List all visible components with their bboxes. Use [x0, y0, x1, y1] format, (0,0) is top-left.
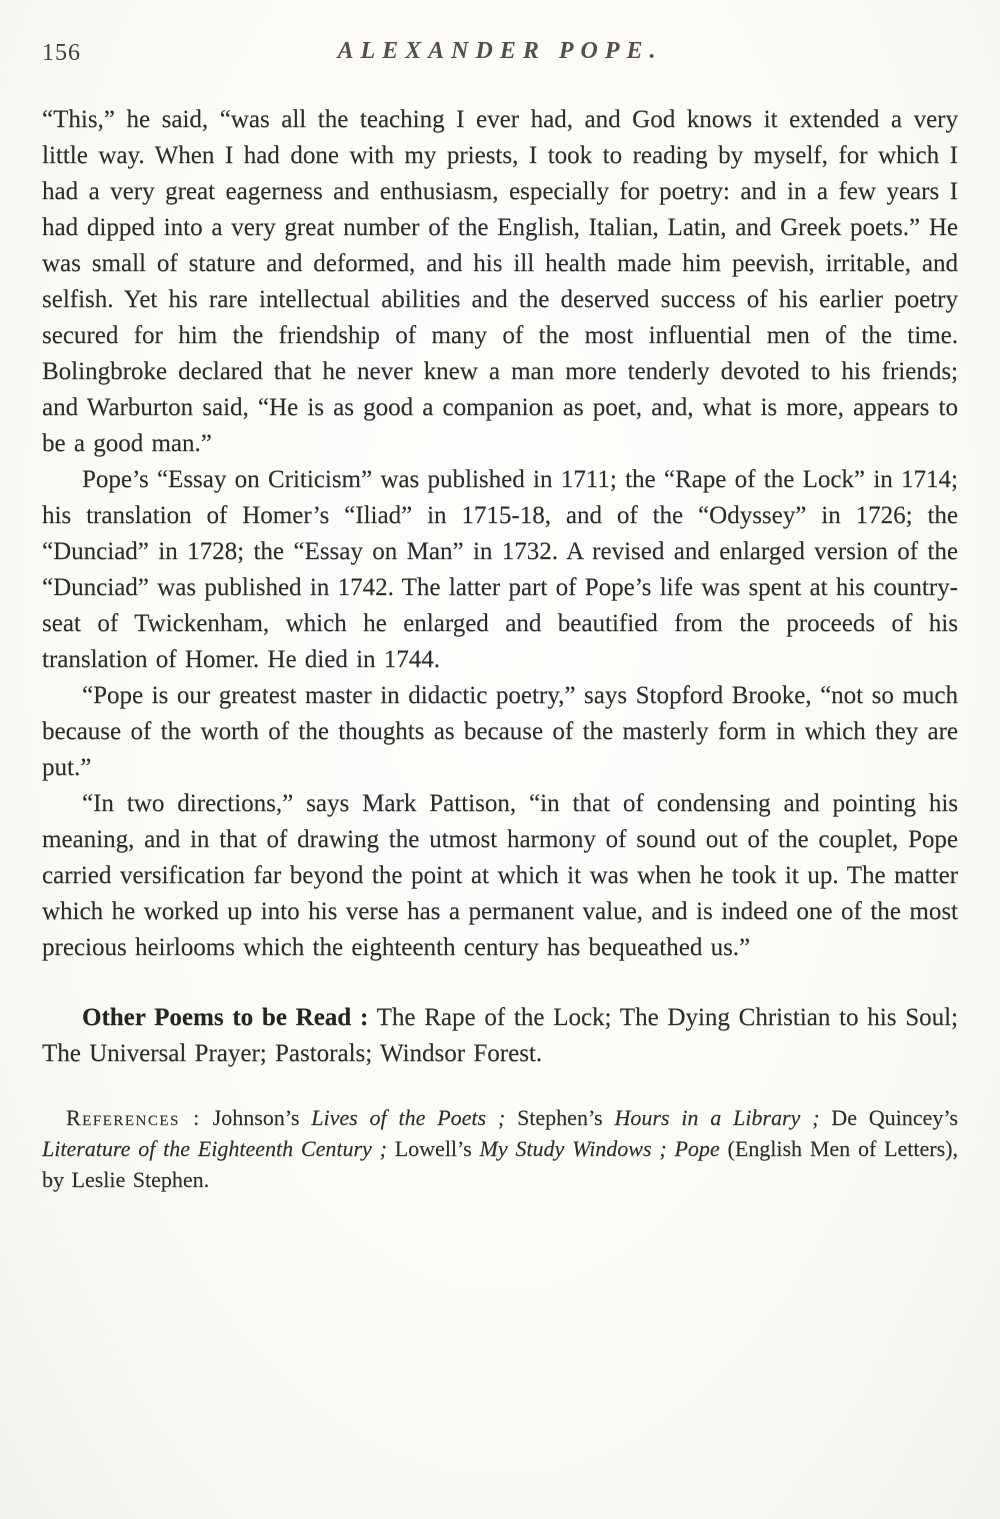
other-poems-heading: Other Poems to be Read :	[82, 1004, 369, 1031]
paragraph-works-dates: Pope’s “Essay on Criticism” was published in 1711; the “Rape of the Lock” in 1714; his translation of Homer’s “Iliad” in 1715-18, and of the “Odyssey” in 1726; the “Dunciad” in 1728; the “Essay on Man” in 1732. A revised and enlarged version of the “Dunciad” was published in 1742. The latter part of Pope’s life was spent at his country-seat of Twickenham, which he enlarged and beautified from the proceeds of his translation of Homer. He died in 1744.	[42, 466, 958, 673]
paragraph-brooke-quote: “Pope is our greatest master in didactic poetry,” says Stopford Brooke, “not so much because of the worth of the thoughts as because of the masterly form in which they are put.”	[42, 682, 958, 781]
page-number: 156	[42, 40, 81, 66]
references-title-lives-of-the-poets: Lives of the Poets ;	[311, 1105, 506, 1130]
references-title-hours-in-a-library: Hours in a Library ;	[614, 1105, 820, 1130]
references-author-lowell: Lowell’s	[386, 1136, 480, 1161]
running-head	[42, 38, 958, 72]
references-author-de-quincey: De Quincey’s	[819, 1105, 958, 1130]
references-author-stephen: Stephen’s	[505, 1105, 615, 1130]
other-poems-list: The Rape of the Lock; The Dying Christian to his Soul; The Universal Prayer; Pastorals; Windsor Forest.	[42, 1004, 958, 1067]
references-paragraph	[42, 1102, 958, 1195]
references-author-johnson: Johnson’s	[200, 1105, 312, 1130]
references-title-pope: Pope	[666, 1136, 728, 1161]
paragraph-pattison-quote: “In two directions,” says Mark Pattison, “in that of condensing and pointing his meaning, and in that of drawing the utmost harmony of sound out of the couplet, Pope carried versification far beyond the point at which it was when he took it up. The matter which he worked up into his verse has a permanent value, and is indeed one of the most precious heirlooms which the eighteenth century has bequeathed us.”	[42, 790, 958, 961]
running-title: ALEXANDER POPE.	[337, 38, 663, 64]
references-title-literature-eighteenth-century: Literature of the Eighteenth Century ;	[42, 1136, 387, 1161]
references-publisher-note: (English Men of Letters), by Leslie Stephen.	[42, 1136, 959, 1192]
other-poems-paragraph	[42, 1000, 958, 1072]
references-title-my-study-windows: My Study Windows ;	[479, 1136, 667, 1161]
paragraph-biography-1: “This,” he said, “was all the teaching I ever had, and God knows it extended a very little way. When I had done with my priests, I took to reading by myself, for which I had a very great eagerness and enthusiasm, especially for poetry: and in a few years I had dipped into a very great number of the English, Italian, Latin, and Greek poets.” He was small of stature and deformed, and his ill health made him peevish, irritable, and selfish. Yet his rare intellectual abilities and the deserved success of his earlier poetry secured for him the friendship of many of the most influential men of the time. Bolingbroke declared that he never knew a man more tenderly devoted to his friends; and Warburton said, “He is as good a companion as poet, and, what is more, appears to be a good man.”	[42, 106, 958, 457]
references-label: References :	[66, 1105, 201, 1130]
page-text	[42, 102, 958, 1195]
